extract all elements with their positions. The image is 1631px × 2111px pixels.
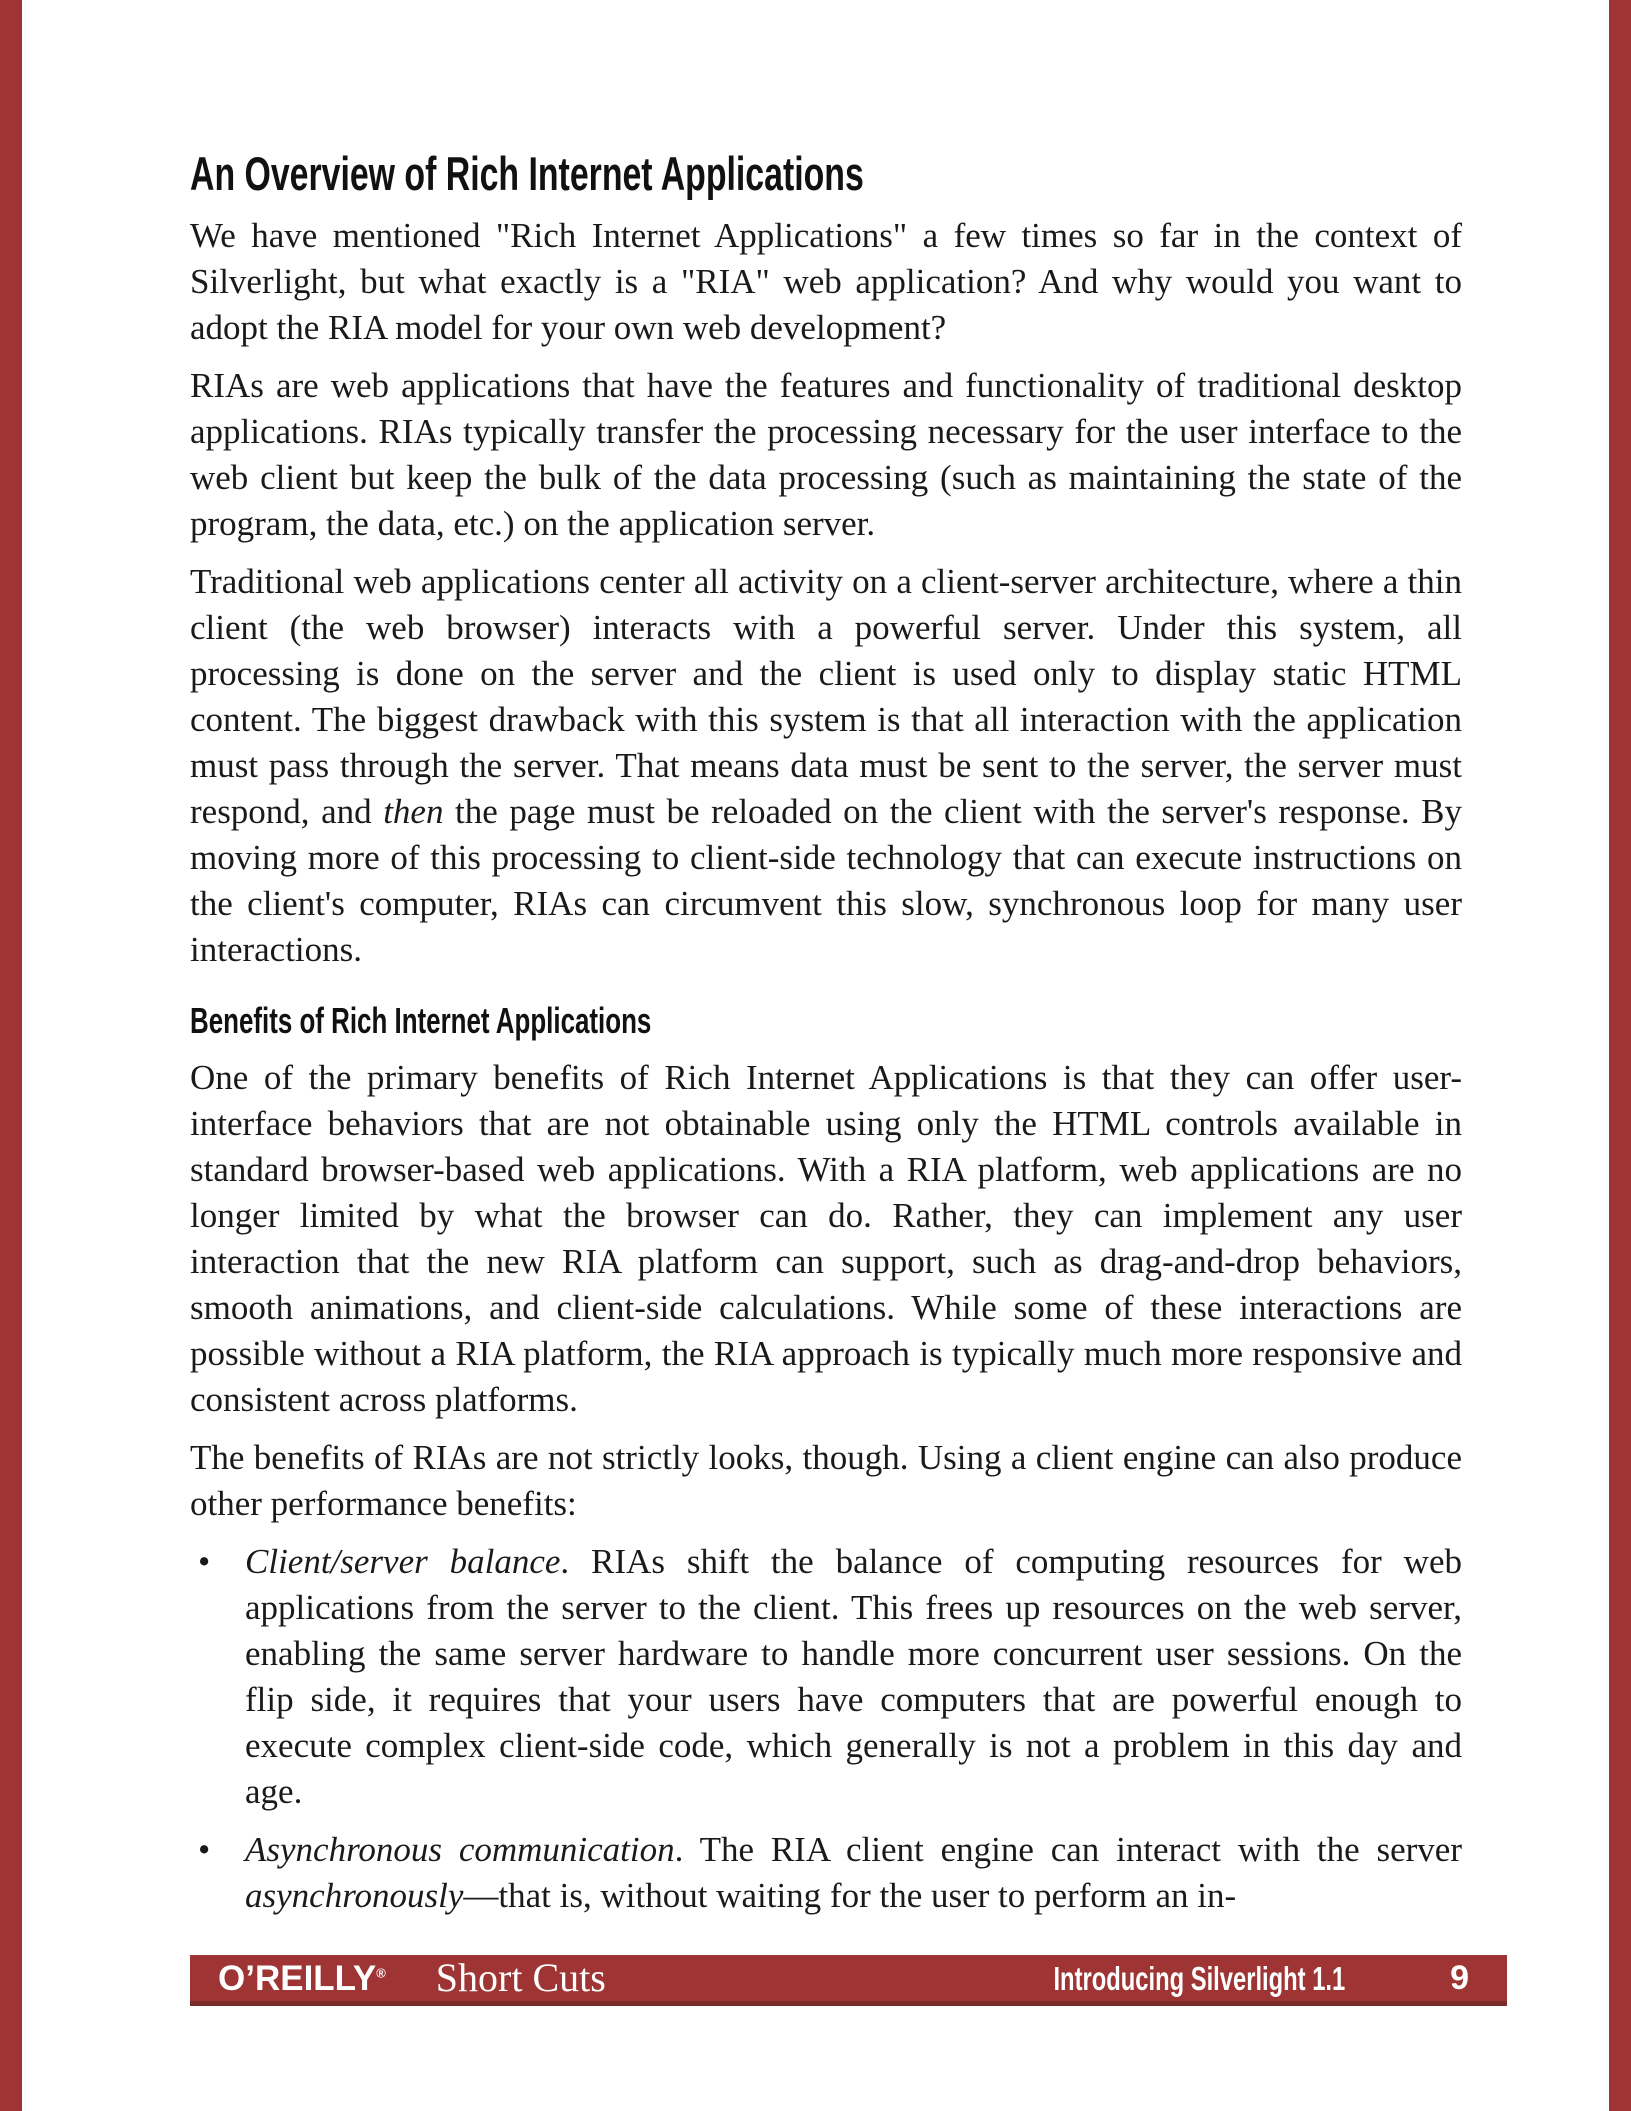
intro-paragraph-1: We have mentioned "Rich Internet Applications" a few times so far in the context of Silverlight, but what exactly is a "RIA" web application? And why would you want to adopt the RIA model for your own web development?	[190, 216, 1462, 347]
oreilly-logo	[218, 1958, 386, 1998]
bullet-icon: •	[198, 1542, 211, 1581]
intro-paragraph-2: RIAs are web applications that have the features and functionality of traditional desktop applications. RIAs typically transfer the processing necessary for the user interface to the web client but keep the bulk of the data processing (such as maintaining the state of the program, the data, etc.) on the application server.	[190, 366, 1462, 543]
bullet-body-text: . The RIA client engine can interact with the server	[674, 1830, 1462, 1869]
footer-document-title: Introducing Silverlight 1.1	[1053, 1959, 1346, 1997]
bullet-body-text: —that is, without waiting for the user to perform an in-	[463, 1876, 1237, 1915]
list-item	[190, 1827, 1462, 1919]
footer-bar	[190, 1955, 1507, 2006]
bullet-icon: •	[198, 1830, 211, 1869]
intro-paragraph-3	[190, 559, 1462, 973]
page-title: An Overview of Rich Internet Applications	[190, 147, 864, 200]
section-heading: Benefits of Rich Internet Applications	[190, 1000, 652, 1041]
page-content	[190, 0, 1462, 1931]
list-item	[190, 1539, 1462, 1815]
series-label: Short Cuts	[435, 1955, 606, 2000]
emphasized-word: then	[383, 792, 444, 831]
oreilly-logo-text: O’REILLY	[218, 1958, 377, 1998]
bullet-text	[245, 1539, 1462, 1815]
section-paragraph-1: One of the primary benefits of Rich Internet Applications is that they can offer user-interface behaviors that are not obtainable using only the HTML controls available in standard browser-based web applications. With a RIA platform, web applications are no longer limited by what the browser can do. Rather, they can implement any user interaction that the new RIA platform can support, such as drag-and-drop behaviors, smooth animations, and client-side calculations. While some of these interactions are possible without a RIA platform, the RIA approach is typically much more responsive and consistent across platforms.	[190, 1058, 1462, 1419]
bullet-body-text: . RIAs shift the balance of computing resources for web applications from the server to the client. This frees up resources on the web server, enabling the same server hardware to handle more concurrent user sessions. On the flip side, it requires that your users have computers that are powerful enough to execute complex client-side code, which generally is not a problem in this day and age.	[245, 1542, 1462, 1811]
bullet-text	[245, 1827, 1462, 1919]
left-red-border	[0, 0, 22, 2111]
emphasized-word: asynchronously	[245, 1876, 464, 1915]
paragraph-text: the page must be reloaded on the client with the server's response. By moving more of this processing to client-side technology that can execute instructions on the client's computer, RIAs can circumvent this slow, synchronous loop for many user interactions.	[190, 792, 1462, 969]
section-paragraph-2: The benefits of RIAs are not strictly looks, though. Using a client engine can also produce other performance benefits:	[190, 1438, 1462, 1523]
bullet-lead-term: Client/server balance	[245, 1542, 561, 1581]
paragraph-text: Traditional web applications center all activity on a client-server architecture, where a thin client (the web browser) interacts with a powerful server. Under this system, all processing is done on the server and the client is used only to display static HTML content. The biggest drawback with this system is that all interaction with the application must pass through the server. That means data must be sent to the server, the server must respond, and	[190, 562, 1462, 831]
registered-trademark-icon: ®	[376, 1964, 386, 1980]
right-red-border	[1609, 0, 1631, 2111]
bullet-lead-term: Asynchronous communication	[245, 1830, 675, 1869]
footer-page-number: 9	[1450, 1959, 1469, 1997]
